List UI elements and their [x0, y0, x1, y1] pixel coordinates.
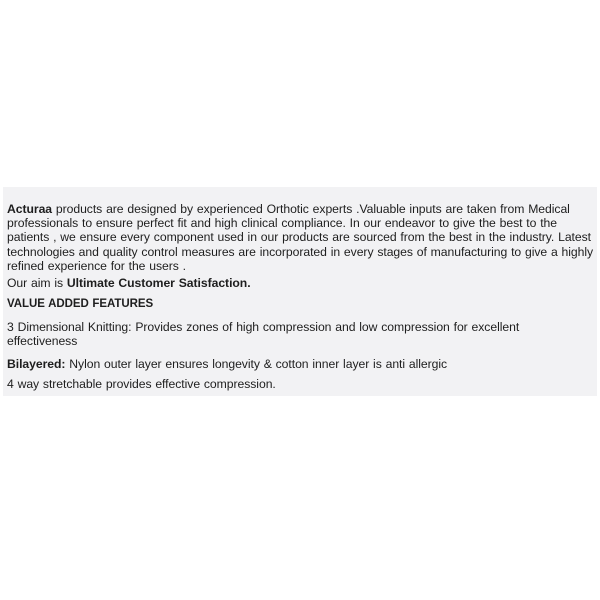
product-description-panel: [3, 187, 597, 396]
feature-stretchable: 4 way stretchable provides effective compression.: [7, 376, 276, 391]
features-heading: VALUE ADDED FEATURES: [7, 298, 154, 311]
intro-paragraph: [7, 202, 595, 273]
aim-highlight: Ultimate Customer Satisfaction.: [66, 276, 251, 291]
aim-prefix: Our aim is: [7, 276, 67, 291]
feature-bilayered: [7, 357, 597, 371]
feature-bilayered-text: Nylon outer layer ensures longevity & cotton inner layer is anti allergic: [65, 356, 448, 371]
aim-statement: [7, 276, 597, 290]
brand-name: Acturaa: [7, 202, 53, 216]
feature-bilayered-label: Bilayered:: [7, 356, 66, 371]
feature-knitting: 3 Dimensional Knitting: Provides zones of high compression and low compression for excellent effectiveness: [7, 320, 520, 349]
intro-text: products are designed by experienced Orthotic experts .Valuable inputs are taken from Medical professionals to ensure perfect fit and high clinical compliance. In our endeavor to give the best to the patients , we ensure every component used in our products are sourced from the best in the industry. Latest technologies and quality control measures are incorporated in every stages of manufacturing to give a highly refined experience for the users .: [7, 202, 594, 273]
